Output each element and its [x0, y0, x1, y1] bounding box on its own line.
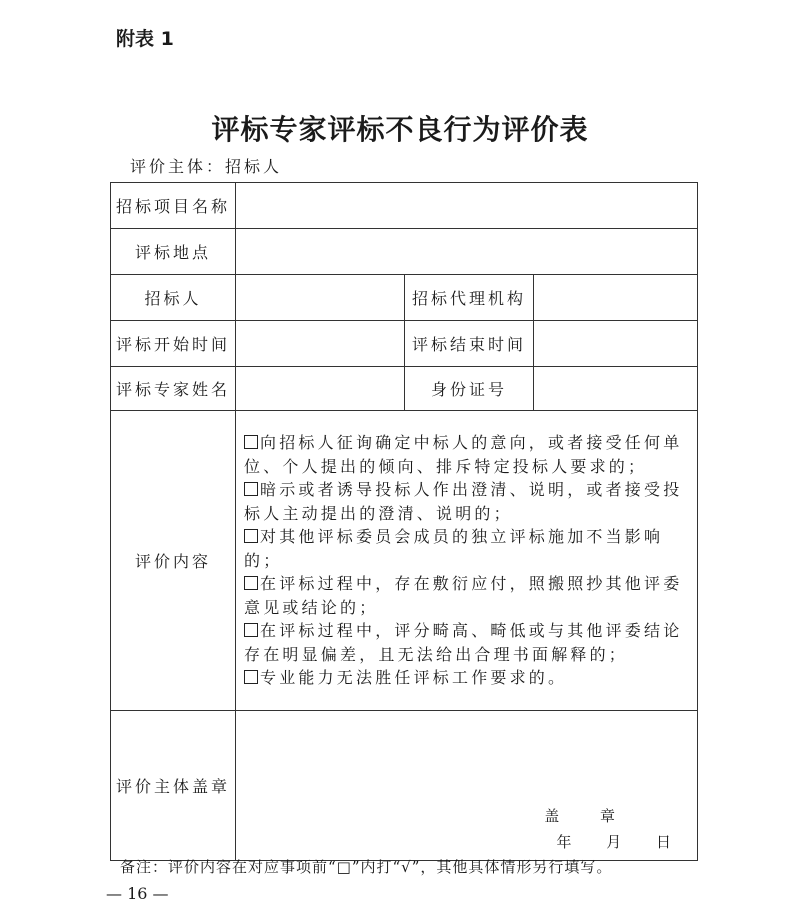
footnote: 备注：评价内容在对应事项前“□”内打“√”，其他具体情形另行填写。 — [120, 858, 613, 876]
agency-label: 招标代理机构 — [405, 275, 534, 321]
date-text: 年 月 日 — [556, 832, 671, 851]
checklist-item[interactable]: 暗示或者诱导投标人作出澄清、说明，或者接受投标人主动提出的澄清、说明的； — [244, 480, 683, 523]
checkbox-icon[interactable] — [244, 670, 258, 684]
checkbox-icon[interactable] — [244, 529, 258, 543]
seal-text: 盖 章 — [544, 806, 633, 825]
seal-area[interactable] — [236, 710, 698, 860]
location-label: 评标地点 — [111, 229, 236, 275]
project-name-field[interactable] — [236, 183, 698, 229]
end-time-field[interactable] — [534, 321, 698, 367]
tenderer-field[interactable] — [236, 275, 405, 321]
checklist-item[interactable]: 在评标过程中，评分畸高、畸低或与其他评委结论存在明显偏差，且无法给出合理书面解释的； — [244, 621, 683, 664]
start-time-field[interactable] — [236, 321, 405, 367]
checkbox-icon[interactable] — [244, 482, 258, 496]
id-number-field[interactable] — [534, 367, 698, 411]
id-number-label: 身份证号 — [405, 367, 534, 411]
seal-label: 评价主体盖章 — [111, 710, 236, 860]
checklist-item[interactable]: 在评标过程中，存在敷衍应付，照搬照抄其他评委意见或结论的； — [244, 574, 683, 617]
form-title: 评标专家评标不良行为评价表 — [211, 113, 589, 146]
expert-name-field[interactable] — [236, 367, 405, 411]
start-time-label: 评标开始时间 — [111, 321, 236, 367]
expert-name-label: 评标专家姓名 — [111, 367, 236, 411]
tenderer-label: 招标人 — [111, 275, 236, 321]
project-name-label: 招标项目名称 — [111, 183, 236, 229]
content-checklist — [236, 411, 698, 711]
checklist-item[interactable]: 专业能力无法胜任评标工作要求的。 — [244, 666, 691, 690]
checklist-item[interactable]: 向招标人征询确定中标人的意向，或者接受任何单位、个人提出的倾向、排斥特定投标人要求的； — [244, 433, 683, 476]
page-number: — 16 — — [106, 884, 169, 903]
agency-field[interactable] — [534, 275, 698, 321]
checklist-item[interactable]: 对其他评标委员会成员的独立评标施加不当影响的； — [244, 527, 664, 570]
end-time-label: 评标结束时间 — [405, 321, 534, 367]
location-field[interactable] — [236, 229, 698, 275]
attachment-label: 附表 1 — [116, 28, 174, 50]
checkbox-icon[interactable] — [244, 435, 258, 449]
checkbox-icon[interactable] — [244, 576, 258, 590]
evaluation-subject: 评价主体：招标人 — [130, 157, 283, 176]
checkbox-icon[interactable] — [244, 623, 258, 637]
content-label: 评价内容 — [111, 411, 236, 711]
evaluation-form-table — [110, 182, 698, 861]
